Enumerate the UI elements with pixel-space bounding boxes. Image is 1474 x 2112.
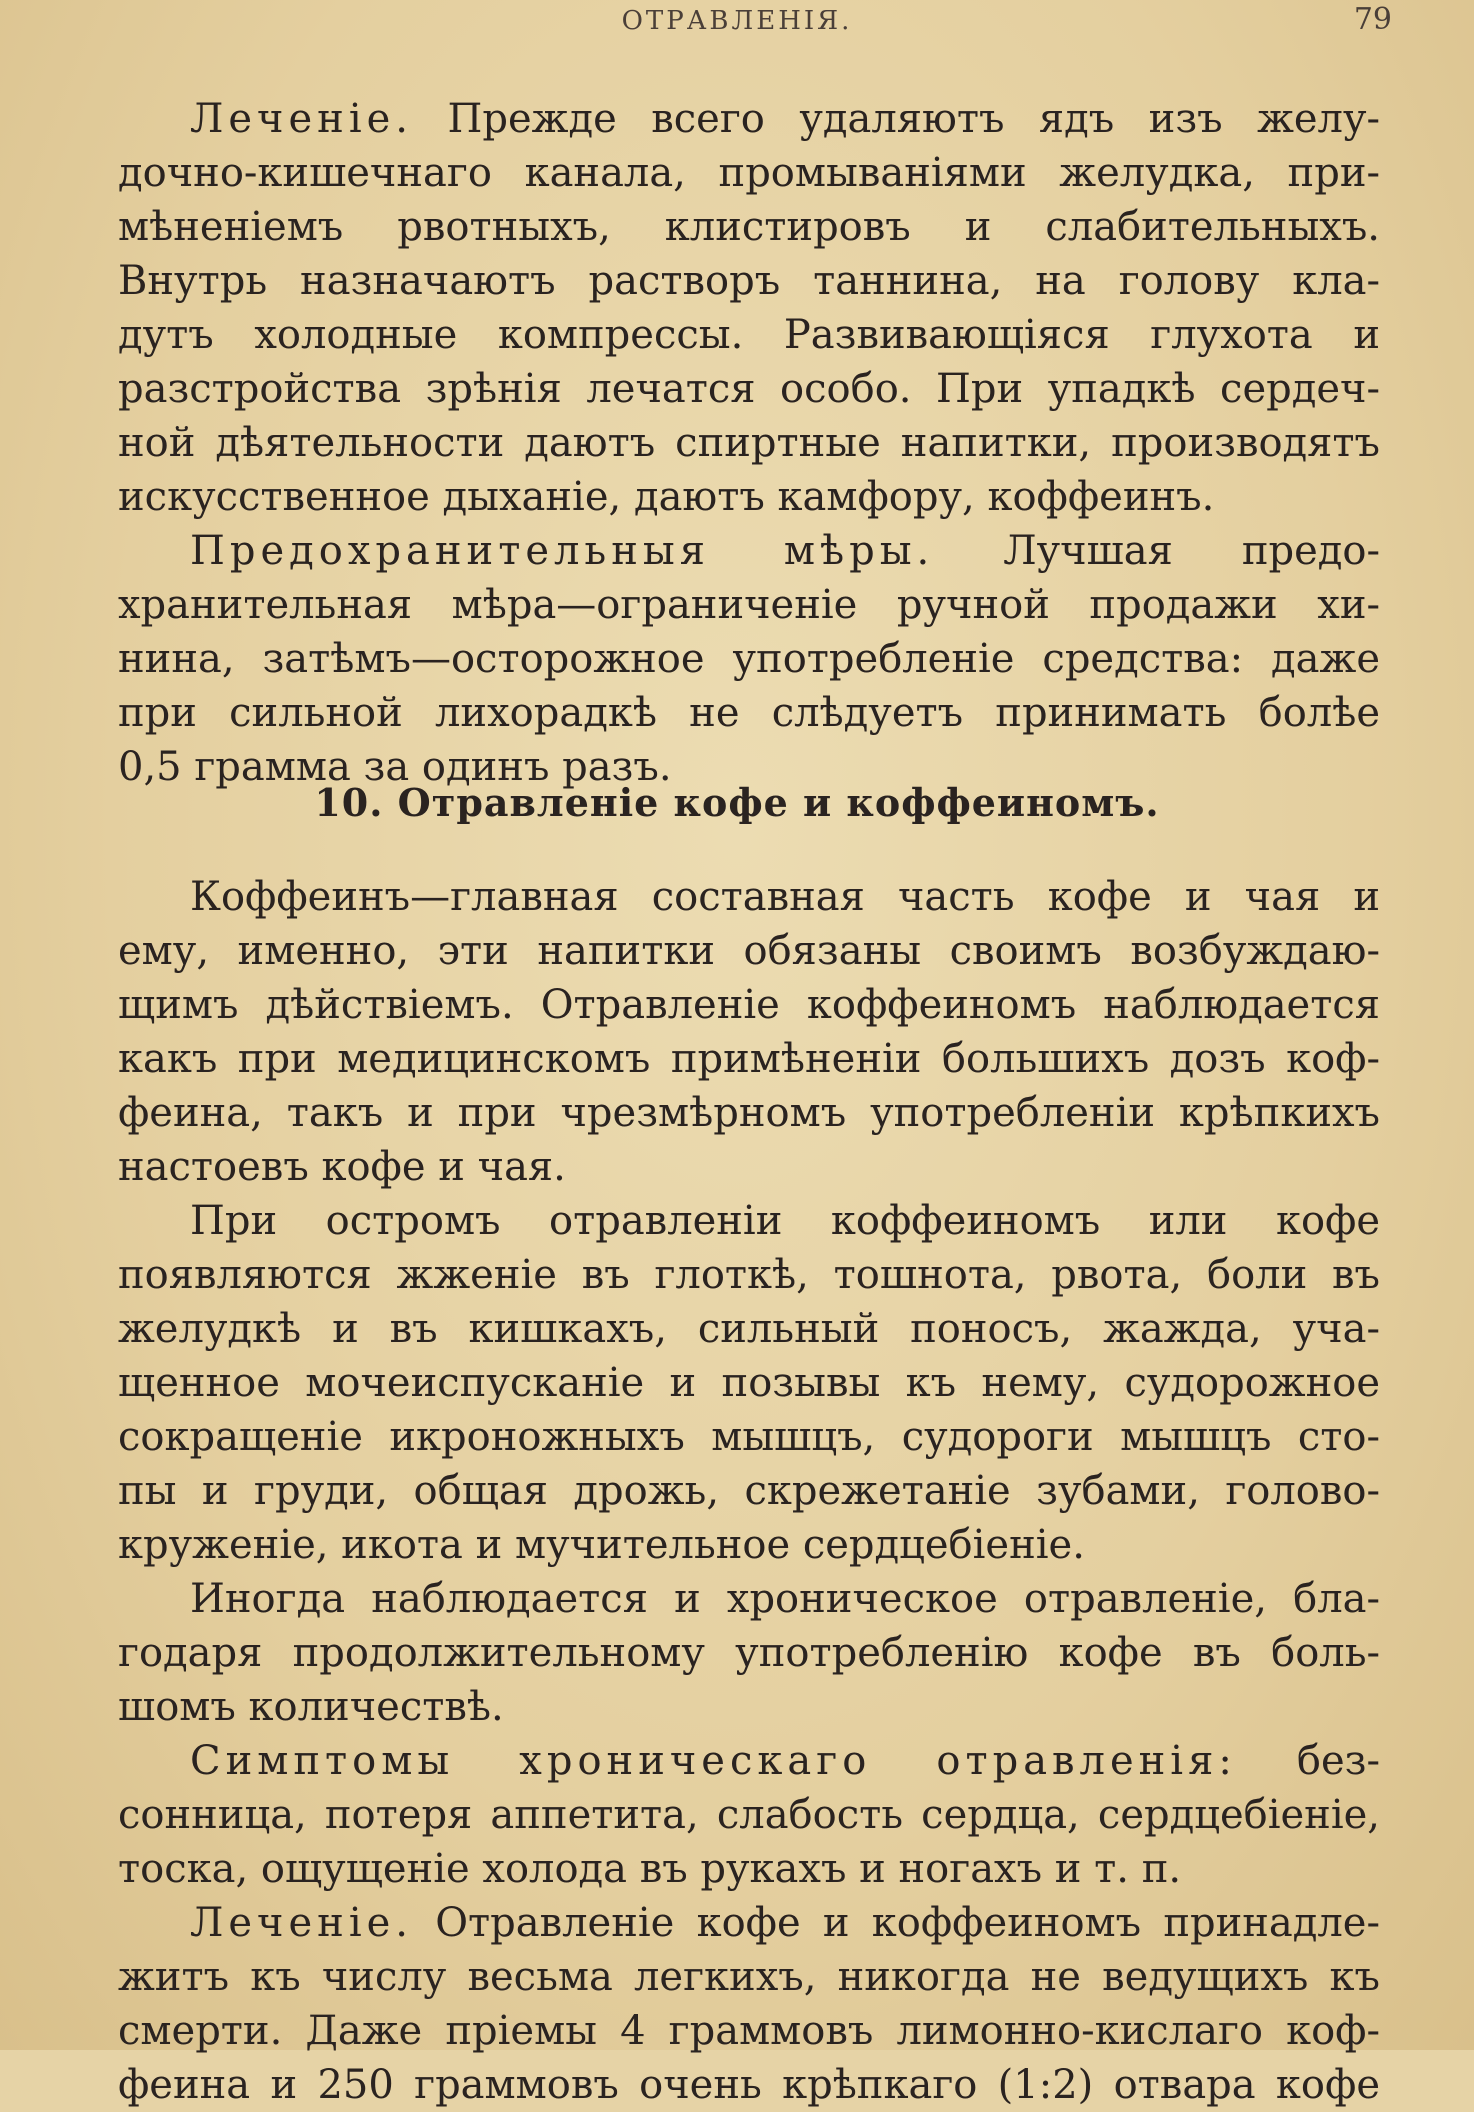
line-text: разстройства зрѣнія лечатся особо. При упадкѣ сердеч- (118, 366, 1380, 412)
text-line (118, 1356, 1380, 1410)
line-text: Внутрь назначаютъ растворъ таннина, на голову кла- (118, 258, 1380, 304)
text-line (118, 870, 1380, 924)
text-line (118, 1194, 1380, 1248)
text-line (118, 1410, 1380, 1464)
spaced-emphasis: Предохранительныя мѣры. (190, 528, 935, 574)
line-text: щимъ дѣйствіемъ. Отравленіе коффеиномъ наблюдается (118, 982, 1380, 1028)
line-text: нина, затѣмъ—осторожное употребленіе средства: даже (118, 636, 1380, 682)
line-text: смерти. Даже пріемы 4 граммовъ лимонно-кислаго коф- (118, 2008, 1380, 2054)
spaced-emphasis: Симптомы хроническаго отравленія: (190, 1738, 1237, 1784)
text-line (118, 1896, 1380, 1950)
text-line (118, 1302, 1380, 1356)
line-text: мѣненіемъ рвотныхъ, клистировъ и слабительныхъ. (118, 204, 1380, 250)
text-line (118, 1842, 1380, 1896)
line-text: ему, именно, эти напитки обязаны своимъ возбуждаю- (118, 928, 1380, 974)
text-line (118, 200, 1380, 254)
text-line (118, 1950, 1380, 2004)
text-line (118, 1518, 1380, 1572)
text-line (118, 1734, 1380, 1788)
text-line (118, 1140, 1380, 1194)
text-block-coffee-poisoning (118, 870, 1380, 2112)
text-line (118, 978, 1380, 1032)
line-text: сонница, потеря аппетита, слабость сердца, сердцебіеніе, (118, 1792, 1380, 1838)
text-line (118, 416, 1380, 470)
line-text: феина, такъ и при чрезмѣрномъ употребленіи крѣпкихъ (118, 1090, 1380, 1136)
line-text: дочно-кишечнаго канала, промываніями желудка, при- (118, 150, 1380, 196)
line-text: круженіе, икота и мучительное сердцебіеніе. (118, 1522, 1085, 1568)
text-line (118, 362, 1380, 416)
text-line (118, 686, 1380, 740)
line-text: При остромъ отравленіи коффеиномъ или кофе (190, 1198, 1380, 1244)
text-line (118, 1572, 1380, 1626)
line-text: при сильной лихорадкѣ не слѣдуетъ принимать болѣе (118, 690, 1380, 736)
line-text: щенное мочеиспусканіе и позывы къ нему, судорожное (118, 1360, 1380, 1406)
text-line (118, 1086, 1380, 1140)
line-text: феина и 250 граммовъ очень крѣпкаго (1:2) отвара кофе (118, 2062, 1380, 2108)
text-line (118, 254, 1380, 308)
text-line (118, 92, 1380, 146)
text-line (118, 1248, 1380, 1302)
line-text: Коффеинъ—главная составная часть кофе и чая и (190, 874, 1380, 920)
text-line (118, 1032, 1380, 1086)
text-line (118, 1626, 1380, 1680)
line-text: Отравленіе кофе и коффеиномъ принадле- (413, 1900, 1380, 1946)
text-line (118, 1464, 1380, 1518)
line-text: настоевъ кофе и чая. (118, 1144, 566, 1190)
line-text: без- (1236, 1738, 1380, 1784)
text-line (118, 924, 1380, 978)
text-line (118, 524, 1380, 578)
line-text: 0,5 грамма за одинъ разъ. (118, 744, 672, 790)
section-heading: 10. Отравленіе кофе и коффеиномъ. (314, 780, 1160, 825)
line-text: пы и груди, общая дрожь, скрежетаніе зубами, голово- (118, 1468, 1380, 1514)
line-text: искусственное дыханіе, даютъ камфору, коффеинъ. (118, 474, 1215, 520)
page-number: 79 (1353, 2, 1392, 37)
spaced-emphasis: Леченіе. (190, 96, 414, 142)
text-line (118, 1788, 1380, 1842)
line-text: дутъ холодные компрессы. Развивающіяся глухота и (118, 312, 1380, 358)
text-line (118, 308, 1380, 362)
text-line (118, 632, 1380, 686)
line-text: сокращеніе икроножныхъ мышцъ, судороги мышцъ сто- (118, 1414, 1380, 1460)
line-text: Иногда наблюдается и хроническое отравленіе, бла- (190, 1576, 1380, 1622)
running-head: ОТРАВЛЕНІЯ. (621, 6, 853, 36)
line-text: шомъ количествѣ. (118, 1684, 504, 1730)
line-text: желудкѣ и въ кишкахъ, сильный поносъ, жажда, уча- (118, 1306, 1380, 1352)
spaced-emphasis: Леченіе. (190, 1900, 414, 1946)
text-line (118, 1680, 1380, 1734)
line-text: появляются жженіе въ глоткѣ, тошнота, рвота, боли въ (118, 1252, 1380, 1298)
line-text: какъ при медицинскомъ примѣненіи большихъ дозъ коф- (118, 1036, 1380, 1082)
line-text: хранительная мѣра—ограниченіе ручной продажи хи- (118, 582, 1380, 628)
line-text: годаря продолжительному употребленію кофе въ боль- (118, 1630, 1380, 1676)
text-line (118, 146, 1380, 200)
line-text: ной дѣятельности даютъ спиртные напитки, производятъ (118, 420, 1380, 466)
line-text: тоска, ощущеніе холода въ рукахъ и ногахъ и т. п. (118, 1846, 1182, 1892)
text-line (118, 578, 1380, 632)
line-text: Прежде всего удаляютъ ядъ изъ желу- (413, 96, 1380, 142)
text-line (118, 470, 1380, 524)
text-block-treatment-quinine (118, 92, 1380, 794)
line-text: Лучшая предо- (934, 528, 1380, 574)
line-text: житъ къ числу весьма легкихъ, никогда не ведущихъ къ (118, 1954, 1380, 2000)
text-line (118, 2058, 1380, 2112)
